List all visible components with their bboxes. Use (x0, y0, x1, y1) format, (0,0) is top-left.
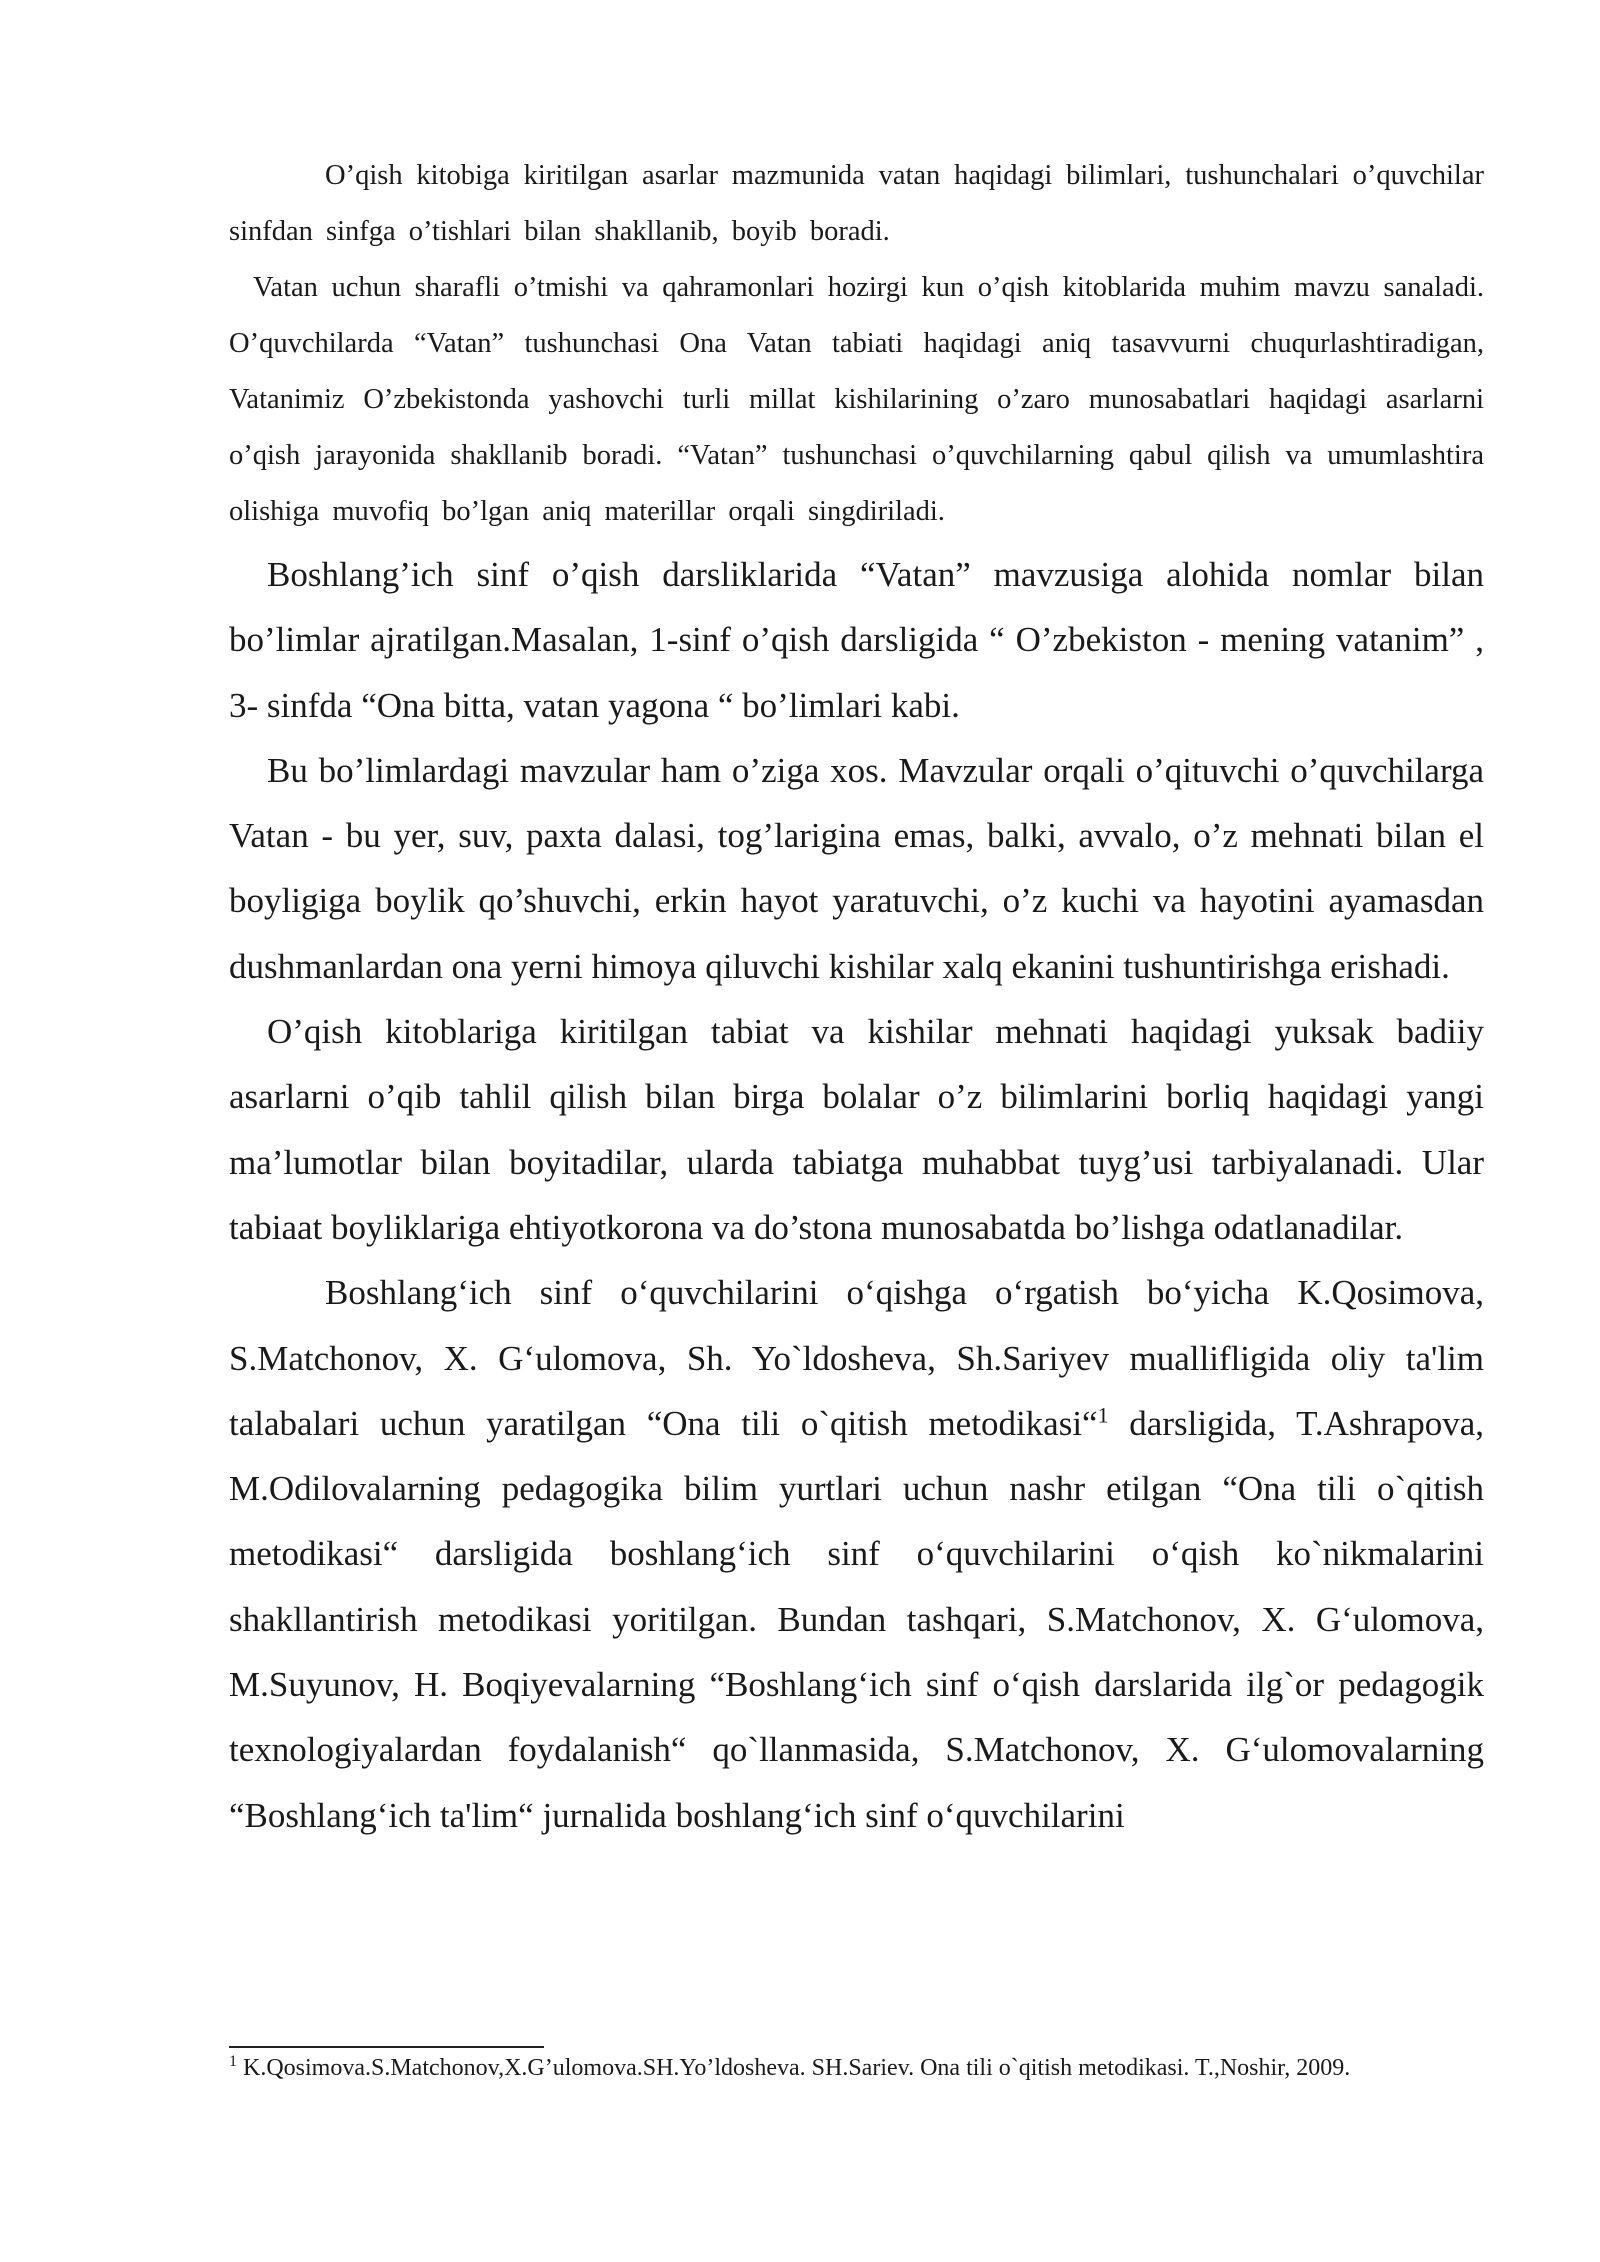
paragraph-6-text-before: Boshlangʻich sinf oʻquvchilarini oʻqishga oʻrgatish boʻyicha K.Qosimova, S.Matchonov, X. Gʻulomova, Sh. Yo`ldosheva, Sh.Sariyev muallifligida oliy ta'lim talabalari uchun yaratilgan “Ona tili o`qitish metodikasi“ (229, 1273, 1484, 1443)
footnote (229, 2052, 1484, 2085)
document-body (229, 148, 1484, 1848)
footnote-mark: 1 (229, 2053, 237, 2070)
footnote-separator (229, 2046, 544, 2048)
paragraph-1: O’qish kitobiga kiritilgan asarlar mazmunida vatan haqidagi bilimlari, tushunchalari o’quvchilar sinfdan sinfga o’tishlari bilan shakllanib, boyib boradi. (229, 160, 1484, 247)
paragraph-6-text-after: darsligida, T.Ashrapova, M.Odilovalarning pedagogika bilim yurtlari uchun nashr etilgan “Ona tili o`qitish metodikasi“ darsligida boshlangʻich sinf oʻquvchilarini oʻqish ko`nikmalarini shakllantirish metodikasi yoritilgan. Bundan tashqari, S.Matchonov, X. Gʻulomova, M.Suyunov, H. Boqiyevalarning “Boshlangʻich sinf oʻqish darslarida ilg`or pedagogik texnologiyalardan foydalanish“ qo`llanmasida, S.Matchonov, X. Gʻulomovalarning “Boshlangʻich ta'lim“ jurnalida boshlangʻich sinf oʻquvchilarini (229, 1403, 1485, 1835)
footnote-text: K.Qosimova.S.Matchonov,X.G’ulomova.SH.Yo’ldosheva. SH.Sariev. Ona tili o`qitish metodikasi. T.,Noshir, 2009. (237, 2055, 1351, 2081)
paragraph-2: Vatan uchun sharafli o’tmishi va qahramonlari hozirgi kun o’qish kitoblarida muhim mavzu sanaladi. O’quvchilarda “Vatan” tushunchasi Ona Vatan tabiati haqidagi aniq tasavvurni chuqurlashtiradigan, Vatanimiz O’zbekistonda yashovchi turli millat kishilarining o’zaro munosabatlari haqidagi asarlarni o’qish jarayonida shakllanib boradi. “Vatan” tushunchasi o’quvchilarning qabul qilish va umumlashtira olishiga muvofiq bo’lgan aniq materillar orqali singdiriladi. (229, 272, 1484, 527)
paragraph-5: O’qish kitoblariga kiritilgan tabiat va kishilar mehnati haqidagi yuksak badiiy asarlarni o’qib tahlil qilish bilan birga bolalar o’z bilimlarini borliq haqidagi yangi ma’lumotlar bilan boyitadilar, ularda tabiatga muhabbat tuyg’usi tarbiyalanadi. Ular tabiaat boyliklariga ehtiyotkorona va do’stona munosabatda bo’lishga odatlanadilar. (229, 1012, 1484, 1247)
paragraph-6 (229, 1260, 1484, 1848)
paragraph-3: Boshlang’ich sinf o’qish darsliklarida “Vatan” mavzusiga alohida nomlar bilan bo’limlar ajratilgan.Masalan, 1-sinf o’qish darsligida “ O’zbekiston - mening vatanim” , 3- sinfda “Ona bitta, vatan yagona “ bo’limlari kabi. (229, 555, 1484, 725)
footnote-reference[interactable]: 1 (1097, 1402, 1109, 1428)
paragraph-4: Bu bo’limlardagi mavzular ham o’ziga xos. Mavzular orqali o’qituvchi o’quvchilarga Vatan - bu yer, suv, paxta dalasi, tog’larigina emas, balki, avvalo, o’z mehnati bilan el boyligiga boylik qo’shuvchi, erkin hayot yaratuvchi, o’z kuchi va hayotini ayamasdan dushmanlardan ona yerni himoya qiluvchi kishilar xalq ekanini tushuntirishga erishadi. (229, 750, 1484, 986)
